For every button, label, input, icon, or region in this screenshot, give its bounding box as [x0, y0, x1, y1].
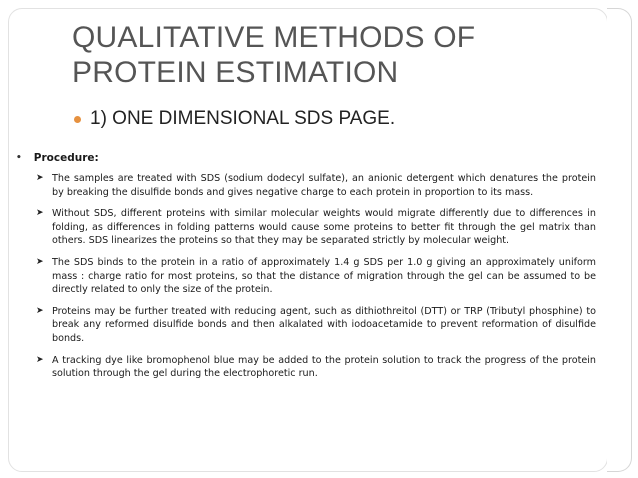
arrow-bullet-icon: ➤: [36, 173, 44, 183]
procedure-section: [16, 152, 596, 389]
procedure-heading-text: Procedure:: [33, 152, 99, 164]
procedure-step: [36, 305, 596, 346]
procedure-step: [36, 256, 596, 297]
slide-title: [72, 20, 592, 90]
bullet-icon: •: [16, 153, 22, 163]
procedure-step-text: The SDS binds to the protein in a ratio of approximately 1.4 g SDS per 1.0 g giving an approximately uniform mass : charge ratio for most proteins, so that the distance of migration through the gel can be assumed to be directly related to only the size of the protein.: [52, 256, 596, 296]
procedure-step-text: Proteins may be further treated with reducing agent, such as dithiothreitol (DTT) or TRP (Tributyl phosphine) to break any reformed disulfide bonds and then alkalated with iodoacetamide to prevent reformation of disulfide bonds.: [52, 305, 596, 344]
procedure-step: [36, 207, 596, 248]
procedure-step-text: The samples are treated with SDS (sodium dodecyl sulfate), an anionic detergent which denatures the protein by breaking the disulfide bonds and gives negative charge to each protein in proportion to its mass.: [52, 173, 596, 198]
procedure-heading: [16, 152, 596, 164]
slide-title-line-1: QUALITATIVE METHODS OF: [72, 21, 476, 54]
sub-bullet-text: 1) ONE DIMENSIONAL SDS PAGE.: [90, 108, 396, 129]
bullet-dot-icon: [74, 116, 81, 123]
sub-bullet: [74, 108, 395, 130]
procedure-steps: [16, 172, 596, 381]
arrow-bullet-icon: ➤: [36, 305, 44, 316]
procedure-step: [36, 354, 596, 381]
slide-title-line-2: PROTEIN ESTIMATION: [72, 56, 399, 89]
arrow-bullet-icon: ➤: [36, 208, 44, 219]
slide-frame-edge: [607, 8, 632, 472]
procedure-step-text: A tracking dye like bromophenol blue may be added to the protein solution to track the progress of the protein solution through the gel during the electrophoretic run.: [52, 354, 596, 380]
arrow-bullet-icon: ➤: [36, 256, 44, 267]
procedure-step: [36, 172, 596, 199]
arrow-bullet-icon: ➤: [36, 354, 44, 365]
procedure-step-text: Without SDS, different proteins with similar molecular weights would migrate differently due to differences in folding, as differences in folding patterns would cause some proteins to better fit through the gel matrix than others. SDS linearizes the proteins so that they may be separated strictly by molecular weight.: [52, 208, 596, 247]
